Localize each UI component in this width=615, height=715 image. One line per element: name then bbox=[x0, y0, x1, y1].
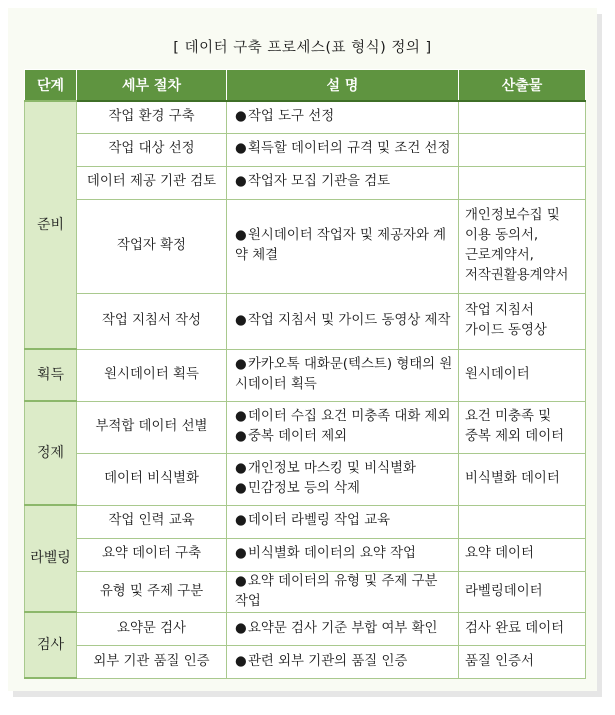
output-text: 요약 데이터 bbox=[465, 546, 534, 562]
step-cell: 작업 인력 교육 bbox=[77, 505, 227, 538]
output-text: 검사 완료 데이터 bbox=[465, 620, 565, 636]
output-cell bbox=[459, 645, 586, 678]
description-item bbox=[235, 479, 454, 499]
output-text: 중복 제외 데이터 bbox=[465, 429, 565, 444]
description-cell bbox=[227, 199, 459, 293]
description-text: 작업 도구 선정 bbox=[248, 109, 335, 125]
table-row bbox=[25, 401, 586, 453]
stage-cell: 획득 bbox=[25, 349, 77, 401]
output-text: 라벨링데이터 bbox=[465, 583, 543, 599]
description-item bbox=[235, 427, 454, 447]
bullet-icon: ● bbox=[235, 109, 247, 125]
stage-cell: 정제 bbox=[25, 401, 77, 505]
description-item bbox=[235, 139, 454, 159]
description-text: 요약문 검사 기준 부합 여부 확인 bbox=[248, 620, 438, 636]
bullet-icon: ● bbox=[235, 620, 247, 636]
table-row bbox=[25, 293, 586, 349]
bullet-icon: ● bbox=[235, 408, 247, 424]
description-text: 작업 지침서 및 가이드 동영상 제작 bbox=[248, 312, 451, 328]
output-cell bbox=[459, 199, 586, 293]
description-item bbox=[235, 407, 454, 427]
output-cell bbox=[459, 133, 586, 166]
output-cell bbox=[459, 166, 586, 199]
stage-cell: 라벨링 bbox=[25, 505, 77, 612]
output-text: 가이드 동영상 bbox=[465, 323, 547, 338]
description-item bbox=[235, 107, 454, 127]
bullet-icon: ● bbox=[235, 429, 247, 444]
description-item bbox=[235, 544, 454, 564]
step-cell: 부적합 데이터 선별 bbox=[77, 401, 227, 453]
output-cell bbox=[459, 453, 586, 505]
description-item bbox=[235, 311, 454, 331]
description-text: 개인정보 마스킹 및 비식별화 bbox=[248, 460, 416, 476]
output-cell bbox=[459, 612, 586, 645]
description-cell bbox=[227, 571, 459, 612]
header-step: 세부 절차 bbox=[77, 70, 227, 102]
description-cell bbox=[227, 612, 459, 645]
output-cell bbox=[459, 401, 586, 453]
stage-cell: 준비 bbox=[25, 101, 77, 349]
bullet-icon: ● bbox=[235, 513, 247, 529]
bullet-icon: ● bbox=[235, 174, 247, 190]
bullet-icon: ● bbox=[235, 227, 247, 243]
table-row bbox=[25, 133, 586, 166]
output-cell bbox=[459, 101, 586, 133]
description-text: 비식별화 데이터의 요약 작업 bbox=[248, 546, 416, 562]
description-cell bbox=[227, 505, 459, 538]
step-cell: 데이터 비식별화 bbox=[77, 453, 227, 505]
bullet-icon: ● bbox=[235, 653, 247, 669]
document-frame bbox=[8, 8, 597, 691]
description-cell bbox=[227, 645, 459, 678]
description-cell bbox=[227, 349, 459, 401]
output-text: 저작권활용계약서 bbox=[465, 268, 569, 284]
description-item bbox=[235, 619, 454, 639]
description-cell bbox=[227, 538, 459, 571]
description-item bbox=[235, 459, 454, 479]
description-text: 요약 데이터의 유형 및 주제 구분 작업 bbox=[235, 573, 438, 609]
description-text: 데이터 라벨링 작업 교육 bbox=[248, 513, 391, 529]
description-item bbox=[235, 572, 454, 612]
bullet-icon: ● bbox=[235, 356, 247, 372]
output-cell bbox=[459, 571, 586, 612]
table-row bbox=[25, 349, 586, 401]
description-text: 중복 데이터 제외 bbox=[248, 429, 348, 444]
description-text: 작업자 모집 기관을 검토 bbox=[248, 174, 391, 190]
table-row bbox=[25, 101, 586, 133]
output-text: 원시데이터 bbox=[465, 366, 530, 382]
description-cell bbox=[227, 133, 459, 166]
description-item bbox=[235, 172, 454, 192]
output-text: 비식별화 데이터 bbox=[465, 470, 560, 486]
table-row bbox=[25, 612, 586, 645]
step-cell: 데이터 제공 기관 검토 bbox=[77, 166, 227, 199]
description-text: 관련 외부 기관의 품질 인증 bbox=[248, 653, 408, 669]
step-cell: 작업 환경 구축 bbox=[77, 101, 227, 133]
bullet-icon: ● bbox=[235, 546, 247, 562]
table-row bbox=[25, 571, 586, 612]
description-item bbox=[235, 511, 454, 531]
header-description: 설 명 bbox=[227, 70, 459, 102]
output-text: 개인정보수집 및 bbox=[465, 207, 560, 223]
step-cell: 원시데이터 획득 bbox=[77, 349, 227, 401]
description-cell bbox=[227, 401, 459, 453]
description-item bbox=[235, 355, 454, 395]
description-text: 원시데이터 작업자 및 제공자와 계약 체결 bbox=[235, 227, 447, 263]
description-text: 민감정보 등의 삭제 bbox=[248, 481, 360, 496]
table-row bbox=[25, 453, 586, 505]
description-text: 획득할 데이터의 규격 및 조건 선정 bbox=[248, 141, 451, 157]
output-text: 요건 미충족 및 bbox=[465, 408, 552, 424]
description-item bbox=[235, 652, 454, 672]
stage-cell: 검사 bbox=[25, 612, 77, 678]
description-cell bbox=[227, 166, 459, 199]
step-cell: 요약문 검사 bbox=[77, 612, 227, 645]
output-text: 이용 동의서, bbox=[465, 227, 539, 243]
description-cell bbox=[227, 453, 459, 505]
header-stage: 단계 bbox=[25, 70, 77, 102]
output-text: 작업 지침서 bbox=[465, 302, 534, 318]
header-row bbox=[25, 70, 586, 102]
description-cell bbox=[227, 293, 459, 349]
output-cell bbox=[459, 538, 586, 571]
step-cell: 작업자 확정 bbox=[77, 199, 227, 293]
step-cell: 작업 대상 선정 bbox=[77, 133, 227, 166]
header-output: 산출물 bbox=[459, 70, 586, 102]
step-cell: 외부 기관 품질 인증 bbox=[77, 645, 227, 678]
step-cell: 작업 지침서 작성 bbox=[77, 293, 227, 349]
table-caption: [ 데이터 구축 프로세스(표 형식) 정의 ] bbox=[173, 40, 432, 56]
output-text: 근로계약서, bbox=[465, 248, 534, 263]
bullet-icon: ● bbox=[235, 481, 247, 496]
bullet-icon: ● bbox=[235, 573, 247, 589]
table-row bbox=[25, 505, 586, 538]
output-cell bbox=[459, 293, 586, 349]
description-cell bbox=[227, 101, 459, 133]
table-row bbox=[25, 538, 586, 571]
bullet-icon: ● bbox=[235, 460, 247, 476]
description-text: 데이터 수집 요건 미충족 대화 제외 bbox=[248, 408, 451, 424]
output-cell bbox=[459, 349, 586, 401]
description-item bbox=[235, 226, 454, 266]
table-row bbox=[25, 199, 586, 293]
bullet-icon: ● bbox=[235, 141, 247, 157]
table-row bbox=[25, 166, 586, 199]
step-cell: 요약 데이터 구축 bbox=[77, 538, 227, 571]
table-body bbox=[25, 101, 586, 678]
description-text: 카카오톡 대화문(텍스트) 형태의 원시데이터 획득 bbox=[235, 356, 453, 392]
process-table bbox=[24, 69, 586, 679]
output-text: 품질 인증서 bbox=[465, 653, 534, 669]
output-cell bbox=[459, 505, 586, 538]
table-row bbox=[25, 645, 586, 678]
step-cell: 유형 및 주제 구분 bbox=[77, 571, 227, 612]
bullet-icon: ● bbox=[235, 312, 247, 328]
